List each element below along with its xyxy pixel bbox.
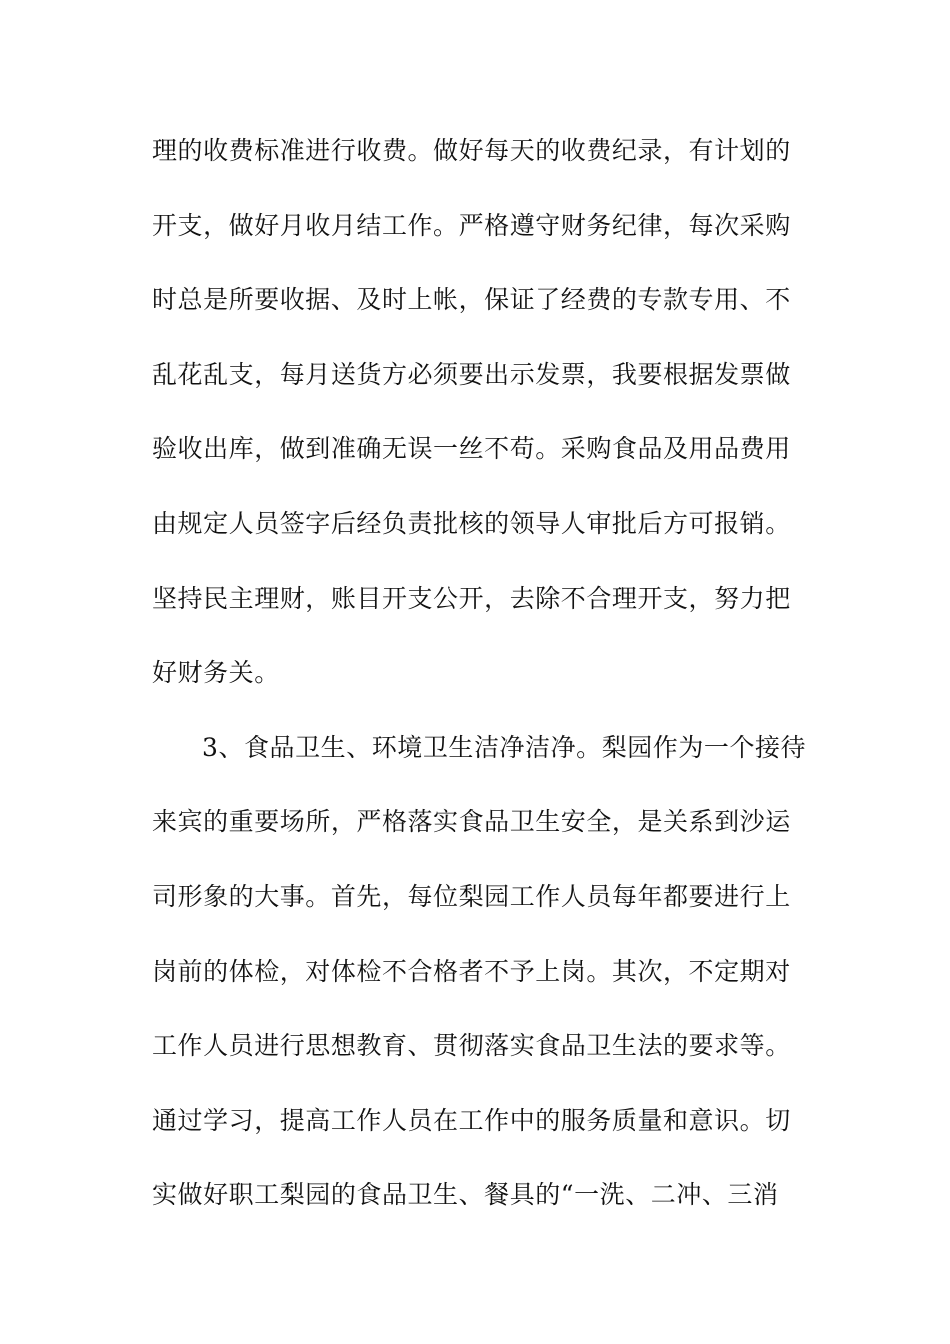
text-line: 时总是所要收据、及时上帐，保证了经费的专款专用、不	[152, 285, 791, 315]
text-line: 开支，做好月收月结工作。严格遵守财务纪律，每次采购	[152, 210, 791, 240]
text-line: 来宾的重要场所，严格落实食品卫生安全，是关系到沙运	[152, 807, 791, 837]
text-line: 司形象的大事。首先，每位梨园工作人员每年都要进行上	[152, 881, 791, 911]
text-line: 岗前的体检，对体检不合格者不予上岗。其次，不定期对	[152, 956, 791, 986]
text-line: 坚持民主理财，账目开支公开，去除不合理开支，努力把	[152, 583, 791, 613]
text-line: 验收出库，做到准确无误一丝不苟。采购食品及用品费用	[152, 434, 791, 464]
text-line: 由规定人员签字后经负责批核的领导人审批后方可报销。	[152, 508, 791, 538]
text-line: 理的收费标准进行收费。做好每天的收费纪录，有计划的	[152, 136, 791, 165]
text-line: 乱花乱支，每月送货方必须要出示发票，我要根据发票做	[152, 359, 791, 389]
text-line: 通过学习，提高工作人员在工作中的服务质量和意识。切	[152, 1105, 791, 1135]
paragraph-start-line: 3、食品卫生、环境卫生洁净洁净。梨园作为一个接待	[202, 732, 807, 762]
text-line: 实做好职工梨园的食品卫生、餐具的“一洗、二冲、三消	[152, 1180, 779, 1210]
text-line: 工作人员进行思想教育、贯彻落实食品卫生法的要求等。	[152, 1031, 791, 1061]
text-line: 好财务关。	[152, 658, 280, 688]
document-body	[152, 128, 812, 1247]
